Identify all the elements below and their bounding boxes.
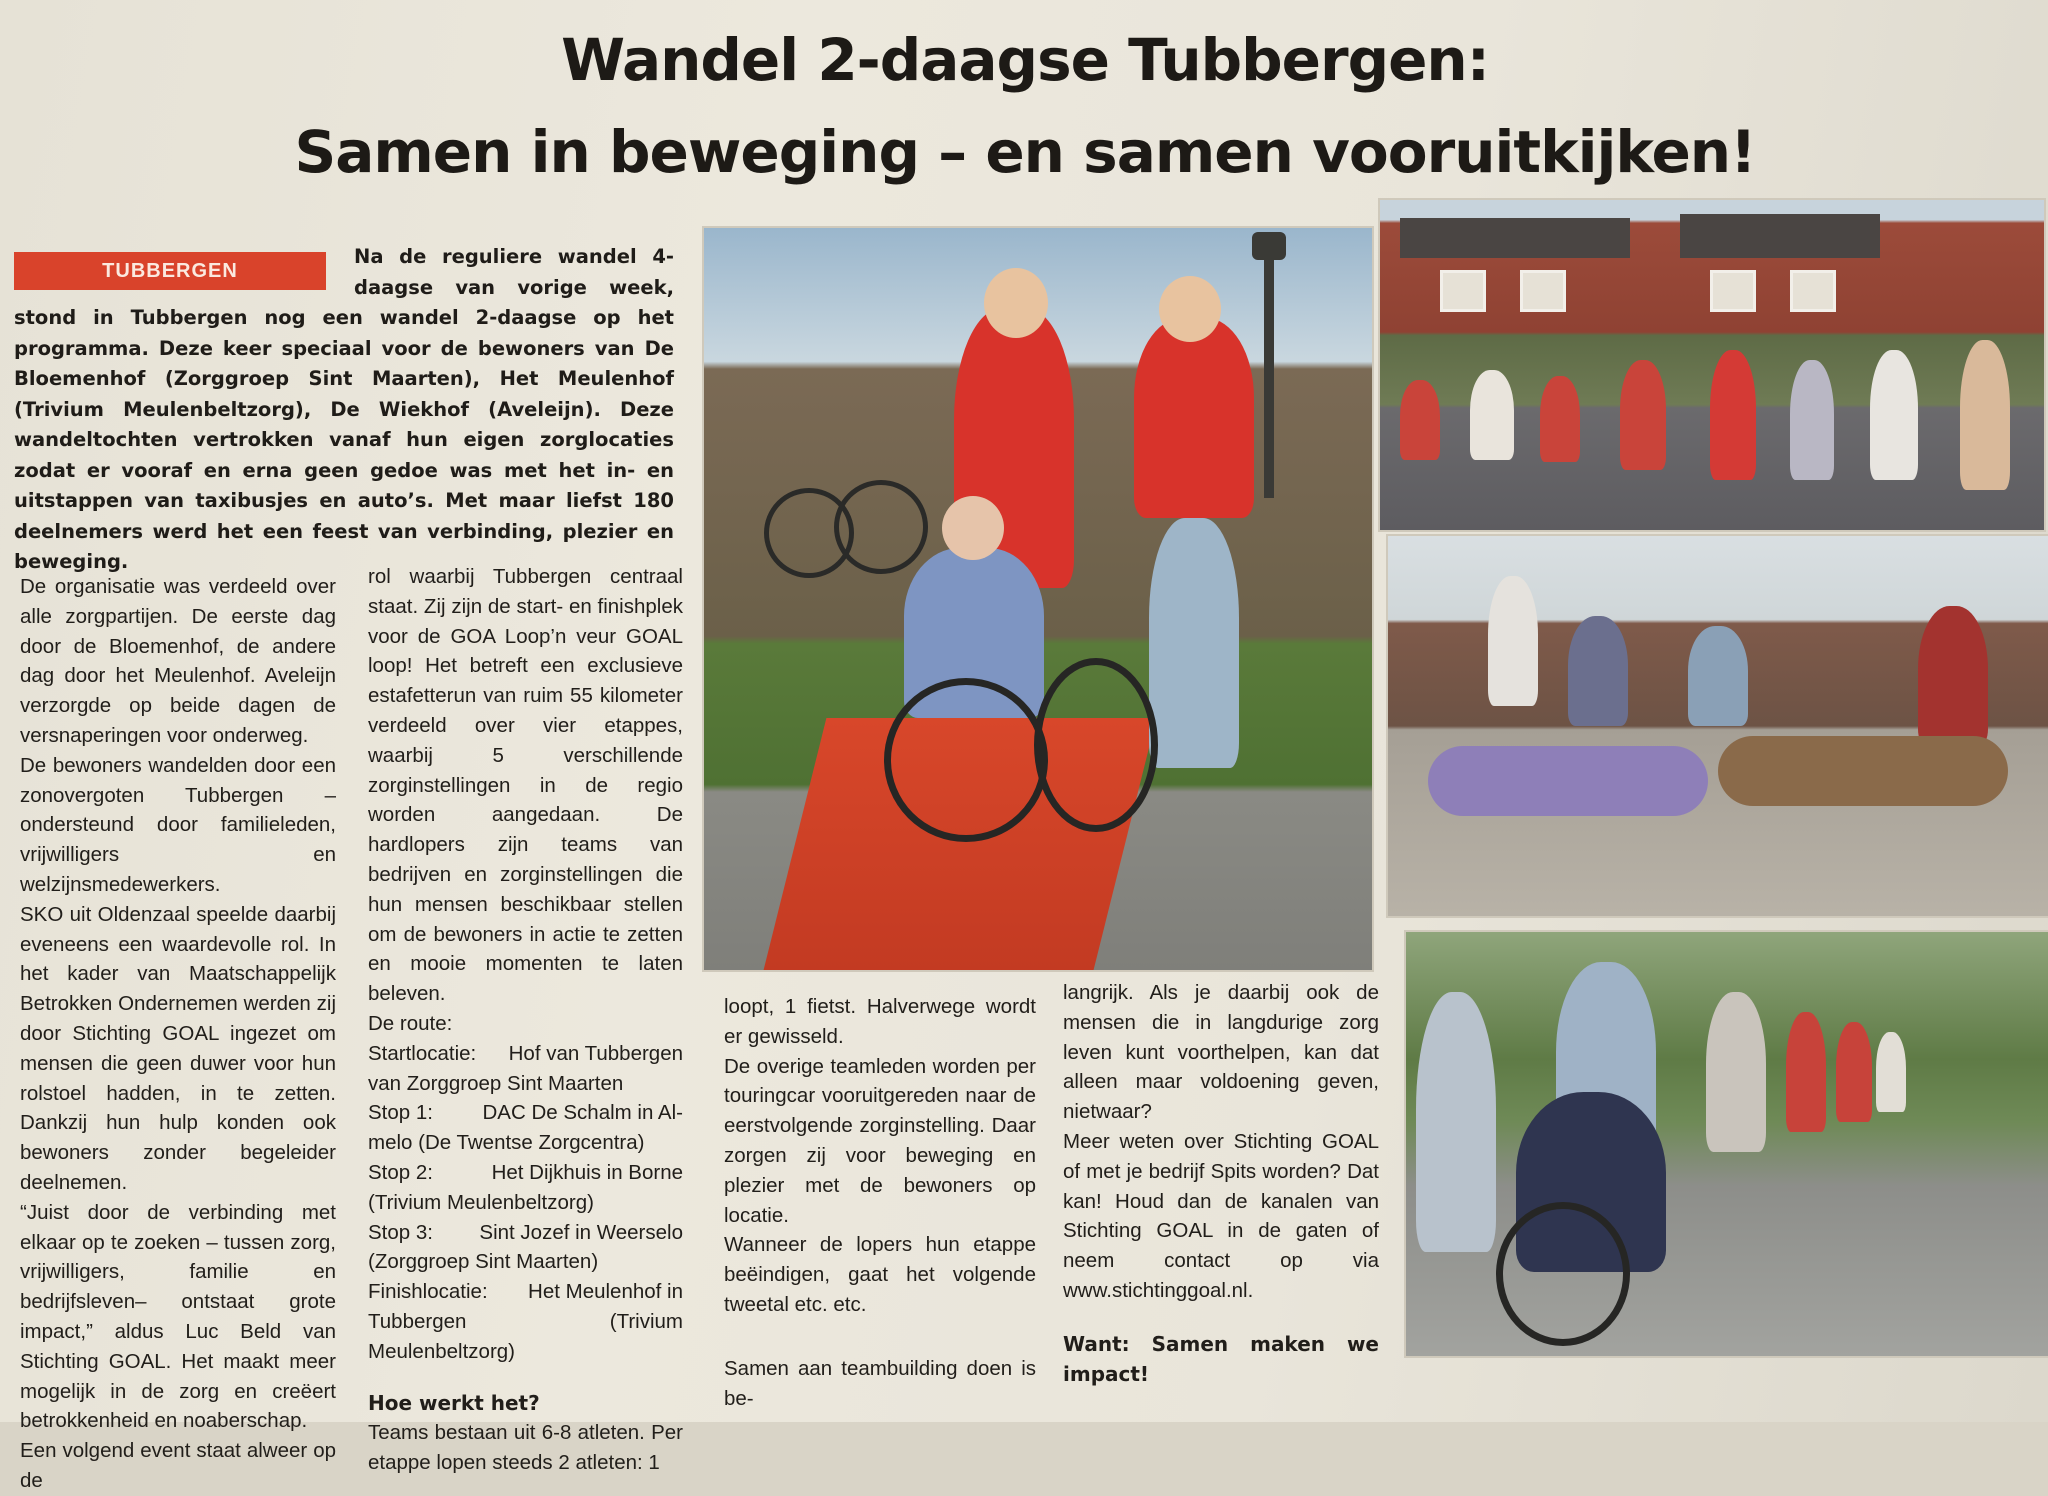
route-place: DAC De Schalm in Al-	[482, 1101, 683, 1125]
person	[1710, 350, 1756, 480]
paragraph: De organisatie was verdeeld over alle zorgpartijen. De eerste dag door de Bloemenhof, de andere dag door het Meulenhof. Aveleijn verzorgde op beide dagen de versnaperingen voor onderweg.	[20, 575, 336, 747]
paragraph: De overige teamleden worden per touringcar vooruitgereden naar de eerstvolgende zorginstelling. Daar zorgen zij voor beweging en plezier met de bewoners op locatie.	[724, 1054, 1036, 1227]
paragraph: langrijk. Als je daarbij ook de mensen die in langdurige zorg leven kunt voorthelpen, kan dat alleen maar voldoening geven, nietwaar?	[1063, 981, 1379, 1124]
paragraph: De bewoners wandelden door een zonovergoten Tubbergen – ondersteund door familieleden, vrijwilligers en welzijnsmedewerkers.	[20, 753, 336, 896]
route-place: Het Dijkhuis in Borne	[491, 1160, 683, 1184]
paragraph: SKO uit Oldenzaal speelde daarbij eveneens een waardevolle rol. In het kader van Maatschappelijk Betrokken Ondernemen werden zij door Stichting GOAL ingezet om mensen die geen duwer voor hun rolstoel hadden, in te zetten. Dankzij hun hulp konden ook bewoners zonder begeleider deelnemen.	[20, 902, 336, 1194]
paragraph: rol waarbij Tubbergen centraal staat. Zij zijn de start- en finishplek voor de GOA Loop’n veur GOAL loop! Het betreft een exclusieve estafetterun van ruim 55 kilometer verdeeld over vier etappes, waarbij 5 verschillende zorginstellingen in de regio worden aangedaan. De hardlopers zijn teams van bedrijven en zorginstellingen die hun mensen beschikbaar stellen om de bewoners in actie te zetten en mooie momenten te laten beleven.	[368, 565, 683, 1006]
street-lamp	[1264, 238, 1274, 498]
photo-exercise-activity	[1388, 536, 2048, 916]
route-label: Stop 1:	[368, 1101, 433, 1125]
person	[1786, 1012, 1826, 1132]
person-lying-brown	[1718, 736, 2008, 806]
person	[1568, 616, 1628, 726]
person	[1790, 360, 1834, 480]
quote-paragraph: “Juist door de verbinding met elkaar op te zoeken – tussen zorg, vrijwilligers, familie en bedrijfsleven– ontstaat grote impact,” aldus Luc Beld van Stichting GOAL. Het maakt meer mogelijk in de zorg en creëert betrokkenheid en noaberschap.	[20, 1200, 336, 1433]
text-column-3	[724, 992, 1036, 1413]
photo-wheelchair-volunteers	[704, 228, 1372, 970]
window	[1520, 270, 1566, 312]
person	[1620, 360, 1666, 470]
window	[1710, 270, 1756, 312]
text-column-1	[20, 572, 336, 1496]
person	[1876, 1032, 1906, 1112]
route-place: Het Meulenhof in	[528, 1280, 683, 1304]
person	[1836, 1022, 1872, 1122]
roof	[1400, 218, 1630, 258]
person	[1960, 340, 2010, 490]
person	[1470, 370, 1514, 460]
bicycle-wheel	[834, 480, 928, 574]
route-title: De route:	[368, 1011, 453, 1035]
paragraph: Een volgend event staat alweer op de	[20, 1439, 336, 1492]
route-stop	[368, 1158, 683, 1218]
headline-line-2: Samen in beweging – en samen vooruitkijken!	[294, 118, 1756, 186]
paragraph: Wanneer de lopers hun etappe beëindigen, gaat het volgende tweetal etc. etc.	[724, 1233, 1036, 1316]
paragraph: Meer weten over Stichting GOAL of met je bedrijf Spits worden? Dat kan! Houd dan de kanalen van Stichting GOAL in de gaten of neem contact op via www.stichtinggoal.nl.	[1063, 1129, 1379, 1302]
route-detail: (Zorggroep Sint Maarten)	[368, 1250, 599, 1274]
person	[1706, 992, 1766, 1152]
intro-text: Na de reguliere wandel 4-daagse van vorige week, stond in Tubbergen nog een wandel 2-daagse op het programma. Deze keer speciaal voor de bewoners van De Bloemenhof (Zorggroep Sint Maarten), Het Meulenhof (Trivium Meulenbeltzorg), De Wiekhof (Aveleijn). Deze wandeltochten vertrokken vanaf hun eigen zorglocaties zodat er vooraf en erna geen gedoe was met het in- en uitstappen van taxibusjes en auto’s. Met maar liefst 180 deelnemers werd het een feest van verbinding, plezier en beweging.	[14, 245, 674, 573]
text-column-4	[1063, 978, 1379, 1389]
volunteer-jeans	[1149, 518, 1239, 768]
route-label: Startlocatie:	[368, 1041, 477, 1065]
paragraph: Teams bestaan uit 6-8 atleten. Per etappe lopen steeds 2 atleten: 1	[368, 1421, 683, 1475]
photo-wheelchair-procession	[1406, 932, 2048, 1356]
headline-line-1: Wandel 2-daagse Tubbergen:	[561, 26, 1489, 94]
route-place: Sint Jozef in Weerselo	[479, 1220, 683, 1244]
route-label: Finishlocatie:	[368, 1280, 488, 1304]
subhead: Hoe werkt het?	[368, 1390, 540, 1415]
intro-paragraph	[14, 242, 674, 578]
route-label: Stop 2:	[368, 1160, 433, 1184]
route-place: Hof van Tubbergen	[508, 1041, 683, 1065]
route-detail: melo (De Twentse Zorgcentra)	[368, 1131, 645, 1155]
paragraph: Samen aan teambuilding doen is be-	[724, 1356, 1036, 1410]
wheelchair-wheel	[884, 678, 1048, 842]
wheelchair-wheel	[1034, 658, 1158, 832]
volunteer-head	[984, 268, 1048, 338]
route-detail: van Zorggroep Sint Maarten	[368, 1071, 624, 1095]
route-detail: Tubbergen (Trivium Meulenbeltzorg)	[368, 1309, 683, 1363]
closing-line: Want: Samen maken we impact!	[1063, 1331, 1379, 1386]
lamp-head	[1252, 232, 1286, 260]
person-lying-purple	[1428, 746, 1708, 816]
roof	[1680, 214, 1880, 258]
person	[1488, 576, 1538, 706]
route-stop	[368, 1039, 683, 1099]
resident-head	[942, 496, 1004, 560]
text-column-2	[368, 562, 683, 1478]
window	[1790, 270, 1836, 312]
drummer-red-vest	[1918, 606, 1988, 746]
route-stop	[368, 1218, 683, 1278]
route-detail: (Trivium Meulenbeltzorg)	[368, 1190, 594, 1214]
route-list	[368, 1039, 683, 1367]
route-stop	[368, 1098, 683, 1158]
person	[1870, 350, 1918, 480]
wheelchair-wheel	[1496, 1202, 1630, 1346]
paragraph: loopt, 1 fietst. Halverwege wordt er gewisseld.	[724, 995, 1036, 1048]
route-label: Stop 3:	[368, 1220, 433, 1244]
location-kicker: TUBBERGEN	[14, 252, 326, 290]
volunteer-head	[1159, 276, 1221, 342]
person	[1688, 626, 1748, 726]
route-stop	[368, 1277, 683, 1366]
volunteer-red-shirt	[1134, 318, 1254, 518]
person	[1416, 992, 1496, 1252]
photo-group-houses	[1380, 200, 2044, 530]
window	[1440, 270, 1486, 312]
person	[1400, 380, 1440, 460]
person	[1540, 376, 1580, 462]
